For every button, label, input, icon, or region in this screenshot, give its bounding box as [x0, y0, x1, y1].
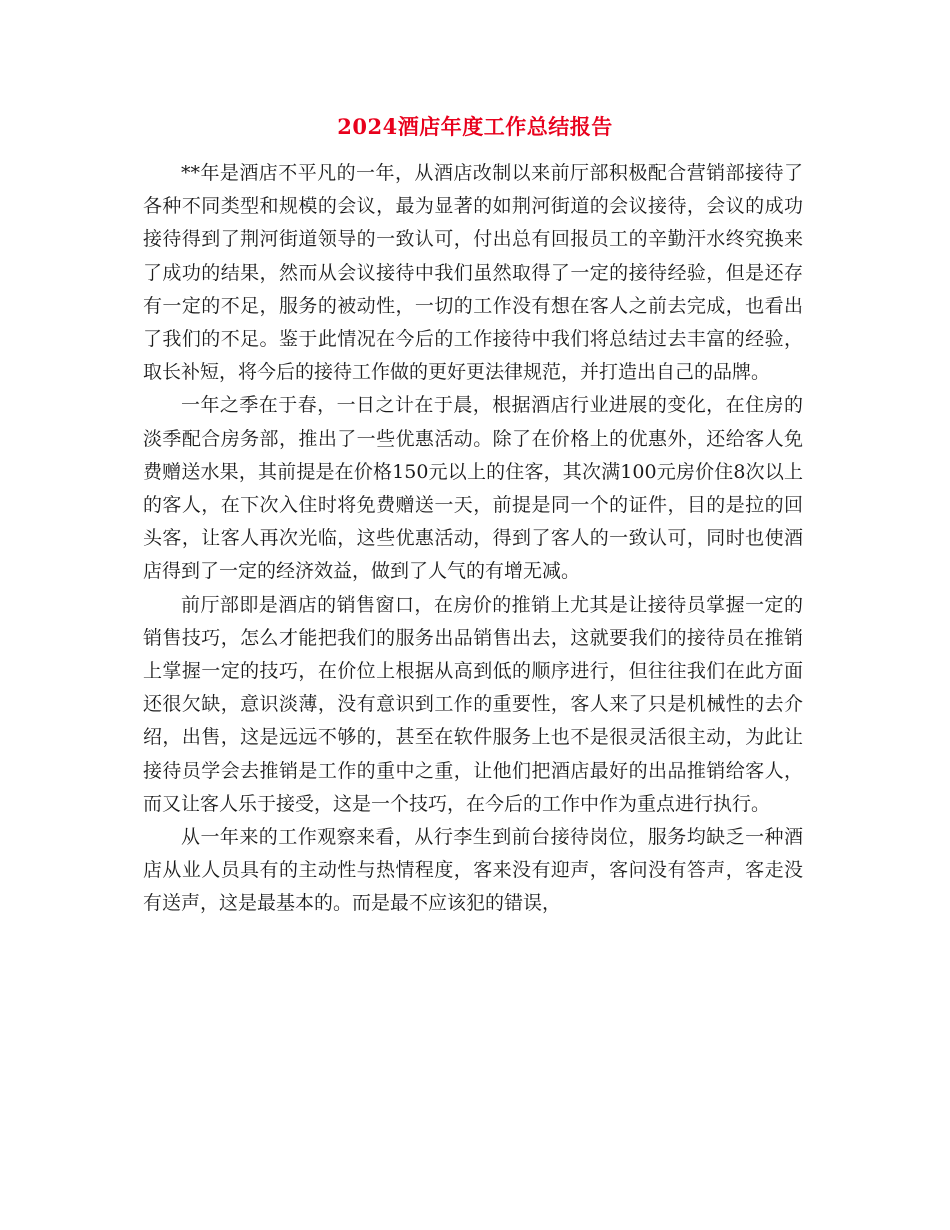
paragraph-2: 一年之季在于春，一日之计在于晨，根据酒店行业进展的变化，在住房的淡季配合房务部，推出了一些优惠活动。除了在价格上的优惠外，还给客人免费赠送水果，其前提是在价格150元以上的住客，其次满100元房价住8次以上的客人，在下次入住时将免费赠送一天，前提是同一个的证件，目的是拉的回头客，让客人再次光临，这些优惠活动，得到了客人的一致认可，同时也使酒店得到了一定的经济效益，做到了人气的有增无减。: [143, 394, 803, 583]
document-title: 2024酒店年度工作总结报告: [337, 114, 613, 139]
document-body: [143, 157, 803, 921]
paragraph-1: **年是酒店不平凡的一年，从酒店改制以来前厅部积极配合营销部接待了各种不同类型和规模的会议，最为显著的如荆河街道的会议接待，会议的成功接待得到了荆河街道领导的一致认可，付出总有回报员工的辛勤汗水终究换来了成功的结果，然而从会议接待中我们虽然取得了一定的接待经验，但是还存有一定的不足，服务的被动性，一切的工作没有想在客人之前去完成，也看出了我们的不足。鉴于此情况在今后的工作接待中我们将总结过去丰富的经验，取长补短，将今后的接待工作做的更好更法律规范，并打造出自己的品牌。: [143, 162, 803, 384]
paragraph-3: 前厅部即是酒店的销售窗口，在房价的推销上尤其是让接待员掌握一定的销售技巧，怎么才能把我们的服务出品销售出去，这就要我们的接待员在推销上掌握一定的技巧，在价位上根据从高到低的顺序进行，但往往我们在此方面还很欠缺，意识淡薄，没有意识到工作的重要性，客人来了只是机械性的去介绍，出售，这是远远不够的，甚至在软件服务上也不是很灵活很主动，为此让接待员学会去推销是工作的重中之重，让他们把酒店最好的出品推销给客人，而又让客人乐于接受，这是一个技巧，在今后的工作中作为重点进行执行。: [143, 593, 803, 815]
paragraph-4: 从一年来的工作观察来看，从行李生到前台接待岗位，服务均缺乏一种酒店从业人员具有的主动性与热情程度，客来没有迎声，客问没有答声，客走没有送声，这是最基本的。而是最不应该犯的错误，: [143, 826, 803, 915]
